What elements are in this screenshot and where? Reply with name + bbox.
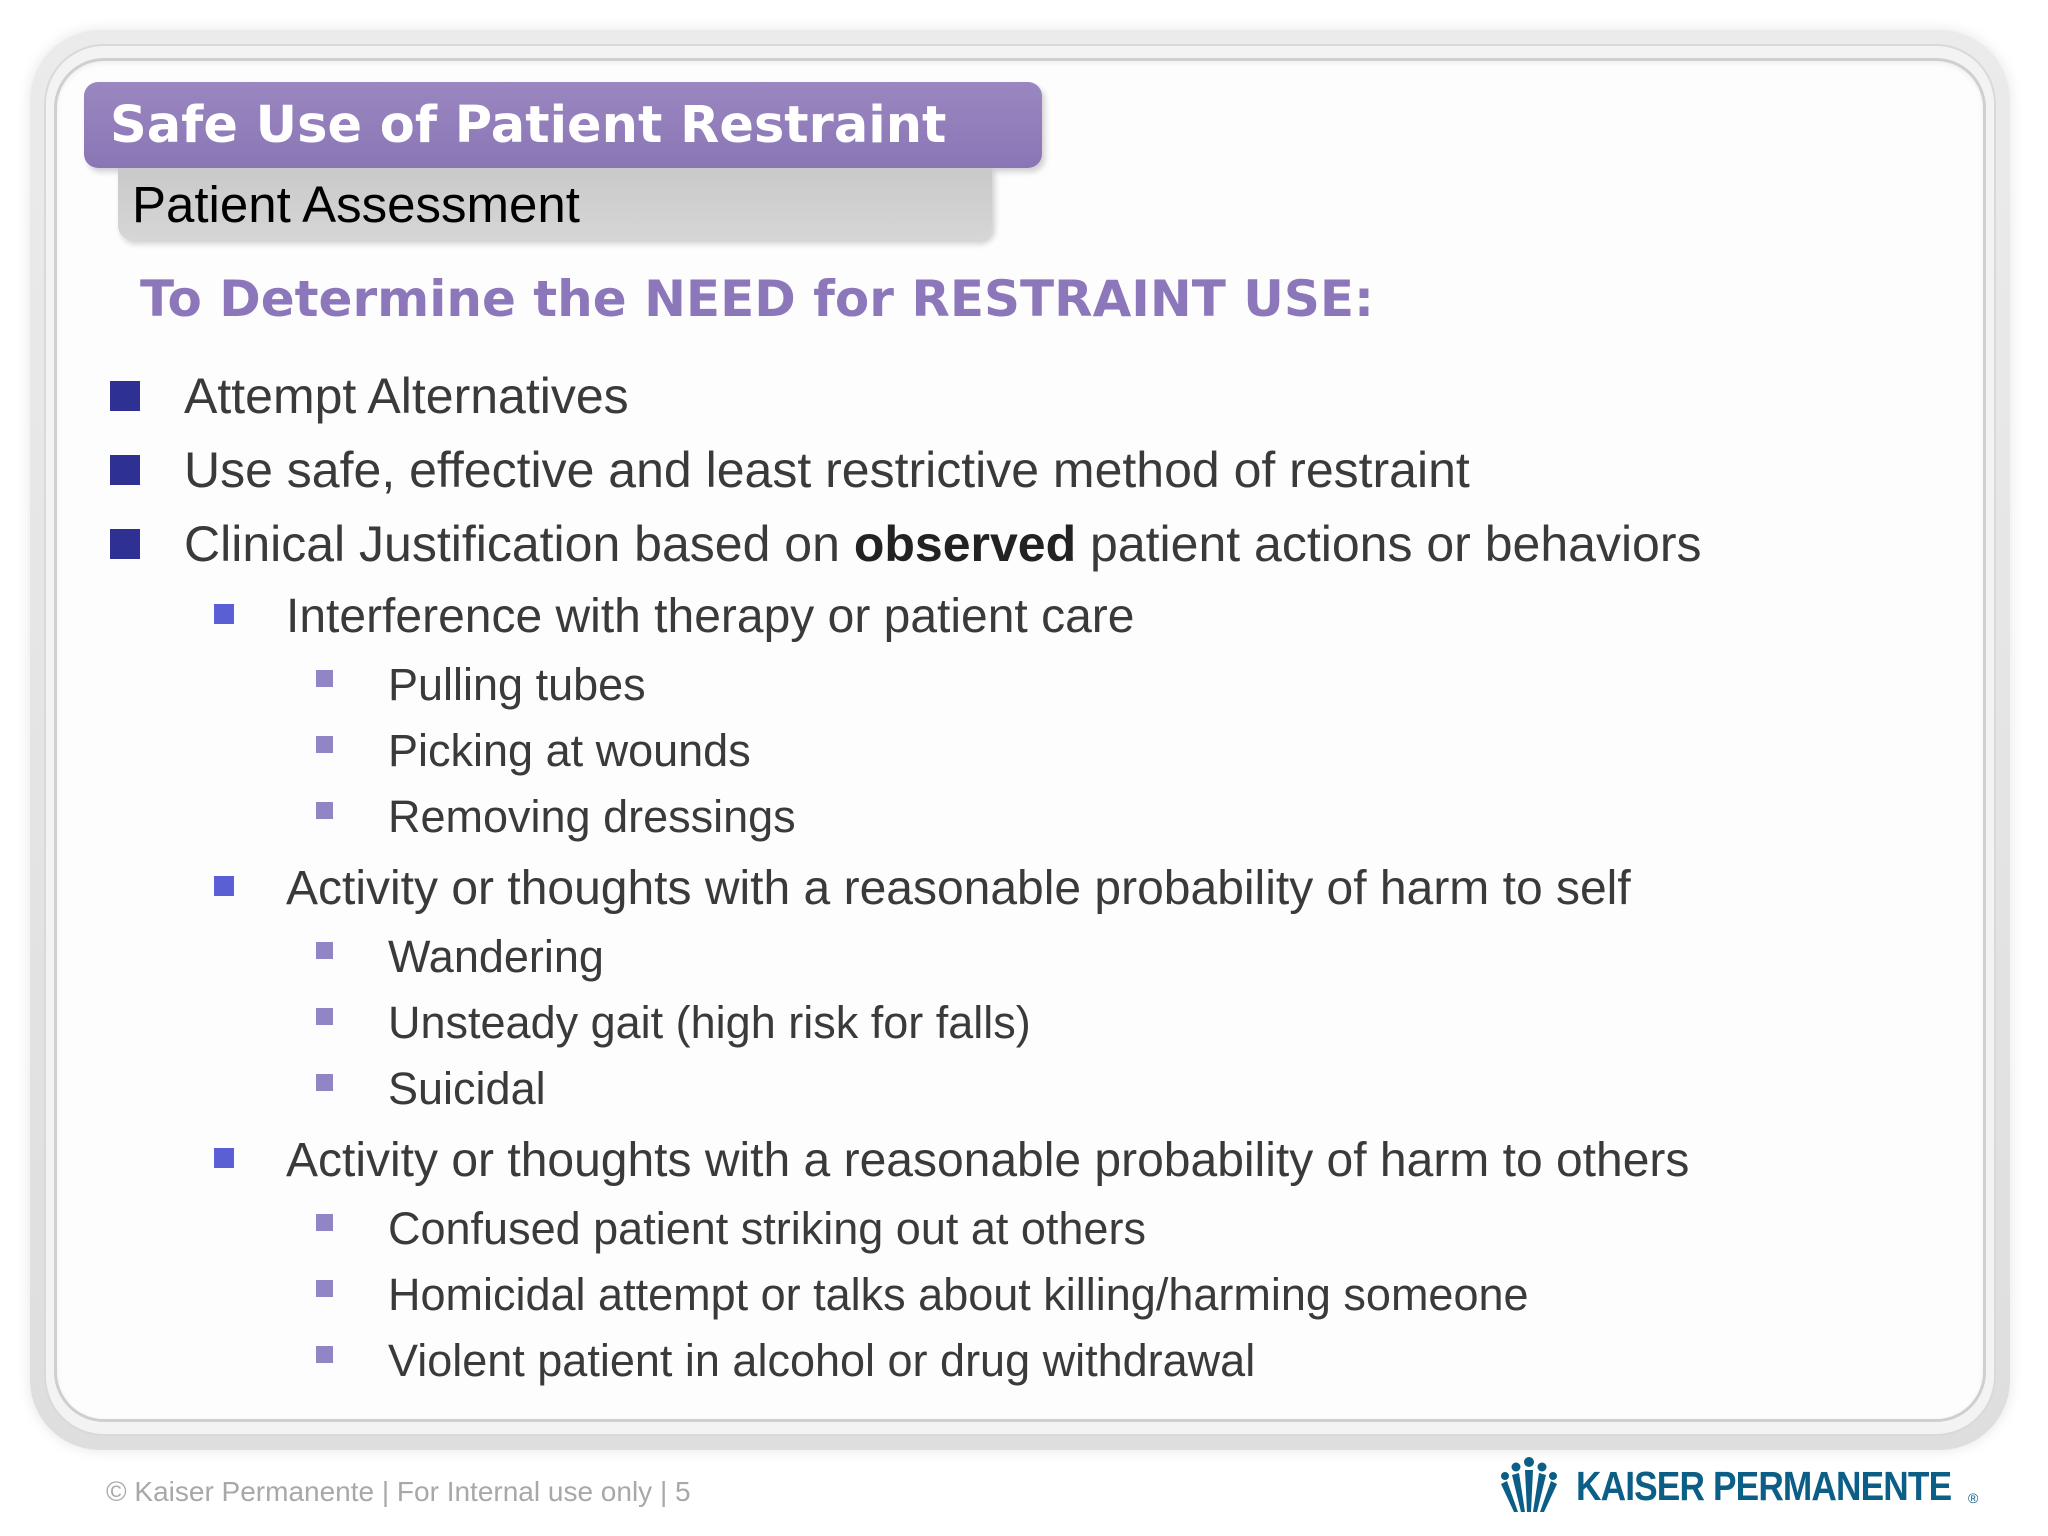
emphasized-word: observed [853,516,1077,572]
detail-bullet-text: Violent patient in alcohol or drug withdrawal [388,1335,1256,1386]
footer-copyright: © Kaiser Permanente | For Internal use only | 5 [106,1476,691,1507]
square-bullet-icon [110,381,140,411]
square-bullet-icon [316,1074,333,1091]
sub-bullet-text: Activity or thoughts with a reasonable probability of harm to others [286,1134,1690,1187]
text-segment: Clinical Justification based on [184,516,854,572]
square-bullet-icon [316,802,333,819]
square-bullet-icon [316,1346,333,1363]
detail-bullet-text: Suicidal [388,1063,546,1114]
detail-bullet-text: Homicidal attempt or talks about killing/harming someone [388,1269,1529,1320]
square-bullet-icon [316,736,333,753]
bullet-item-text: Use safe, effective and least restrictive method of restraint [184,442,1470,498]
kaiser-permanente-logo [1494,1454,1984,1518]
square-bullet-icon [214,1148,234,1168]
slide-title: Safe Use of Patient Restraint [110,96,947,155]
kp-symbol-icon [1494,1454,1564,1514]
slide-subtitle: Patient Assessment [132,176,580,233]
square-bullet-icon [316,942,333,959]
detail-bullet-text: Pulling tubes [388,659,646,710]
bullet-item-text [184,512,1702,576]
square-bullet-icon [316,1008,333,1025]
logo-wordmark: KAISER PERMANENTE [1576,1463,1952,1509]
detail-bullet-text: Removing dressings [388,791,796,842]
section-heading: To Determine the NEED for RESTRAINT USE: [140,270,1375,328]
detail-bullet-text: Wandering [388,931,604,982]
detail-bullet-text: Confused patient striking out at others [388,1203,1146,1254]
square-bullet-icon [110,455,140,485]
square-bullet-icon [316,1280,333,1297]
text-segment: patient actions or behaviors [1076,516,1702,572]
detail-bullet-text: Unsteady gait (high risk for falls) [388,997,1031,1048]
square-bullet-icon [316,1214,333,1231]
sub-bullet-text: Activity or thoughts with a reasonable probability of harm to self [286,862,1631,915]
bullet-item-text: Attempt Alternatives [184,368,629,424]
sub-bullet-text: Interference with therapy or patient care [286,590,1135,643]
square-bullet-icon [316,670,333,687]
registered-mark: ® [1968,1490,1979,1506]
detail-bullet-text: Picking at wounds [388,725,751,776]
square-bullet-icon [214,876,234,896]
square-bullet-icon [214,604,234,624]
square-bullet-icon [110,529,140,559]
